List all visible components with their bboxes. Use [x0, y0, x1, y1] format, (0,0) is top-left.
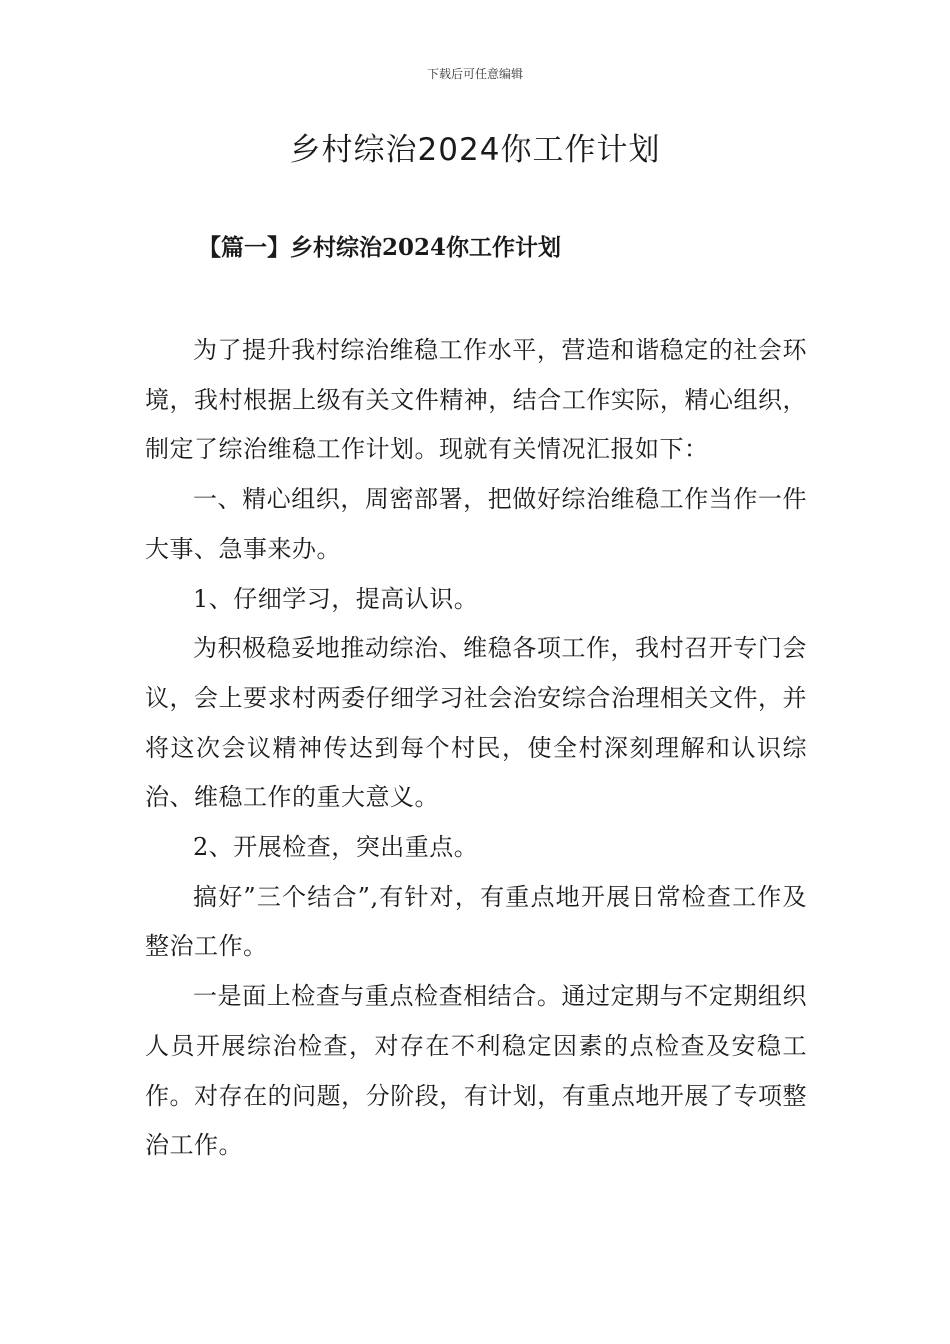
paragraph-heading-1: 一、精心组织，周密部署，把做好综治维稳工作当作一件大事、急事来办。 [145, 485, 807, 563]
document-body [145, 326, 807, 1171]
section-heading: 【篇一】乡村综治2024你工作计划 [198, 234, 562, 261]
paragraph-inspection: 一是面上检查与重点检查相结合。通过定期与不定期组织人员开展综治检查，对存在不利稳定因素的点检查及安稳工作。对存在的问题，分阶段，有计划，有重点地开展了专项整治工作。 [145, 982, 807, 1160]
document-title: 乡村综治2024你工作计划 [289, 132, 661, 168]
paragraph-three-combinations: 搞好”三个结合”,有针对，有重点地开展日常检查工作及整治工作。 [145, 882, 807, 961]
paragraph-subheading-2: 2、开展检查，突出重点。 [193, 833, 479, 862]
paragraph-subheading-1: 1、仔细学习，提高认识。 [193, 584, 479, 613]
paragraph-study: 为积极稳妥地推动综治、维稳各项工作，我村召开专门会议，会上要求村两委仔细学习社会治安综合治理相关文件，并将这次会议精神传达到每个村民，使全村深刻理解和认识综治、维稳工作的重大意义。 [145, 634, 807, 812]
paragraph-intro: 为了提升我村综治维稳工作水平，营造和谐稳定的社会环境，我村根据上级有关文件精神，结合工作实际，精心组织，制定了综治维稳工作计划。现就有关情况汇报如下： [145, 336, 807, 464]
header-note: 下载后可任意编辑 [426, 67, 523, 81]
